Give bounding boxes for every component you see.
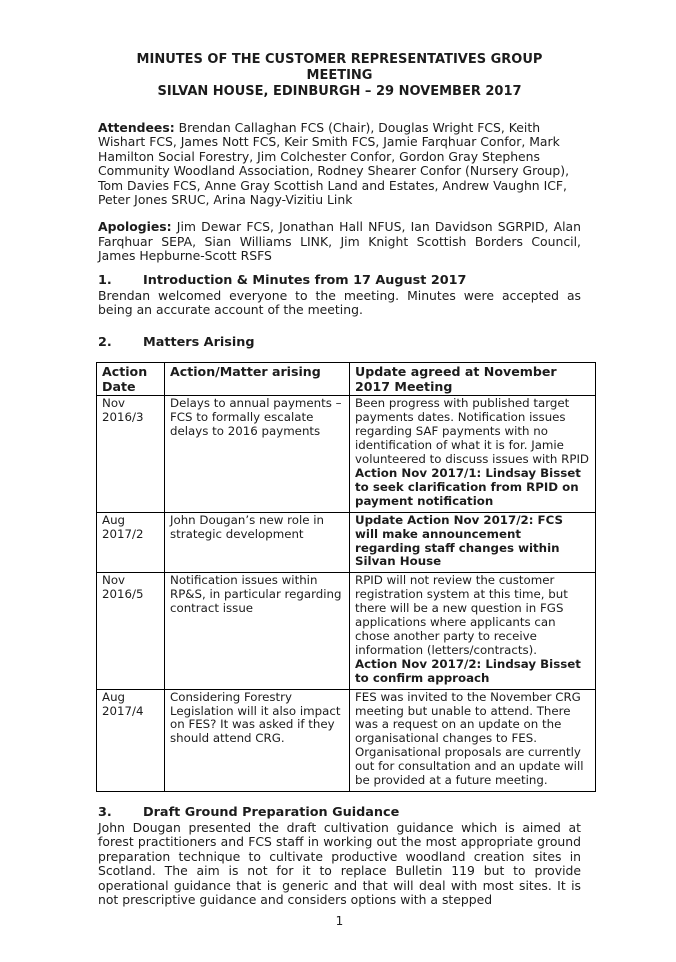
- section-1-body: Brendan welcomed everyone to the meeting. Minutes were accepted as being an accurate account of the meeting.: [98, 287, 581, 318]
- cell-action-date: Aug 2017/2: [97, 512, 165, 573]
- title-line-2: MEETING: [306, 68, 373, 83]
- update-action-bold: Action Nov 2017/2: Lindsay Bisset to confirm approach: [355, 656, 581, 685]
- apologies-paragraph: [98, 220, 581, 263]
- table-row: [97, 396, 596, 512]
- document-title: [98, 52, 581, 100]
- table-row: [97, 573, 596, 689]
- cell-action-matter: Delays to annual payments – FCS to formally escalate delays to 2016 payments: [165, 396, 350, 512]
- apologies-label: Apologies:: [98, 219, 172, 235]
- attendees-text: Brendan Callaghan FCS (Chair), Douglas Wright FCS, Keith Wishart FCS, James Nott FCS, Keir Smith FCS, Jamie Farqhuar Confor, Mark Hamilton Social Forestry, Jim Colchester Confor, Gordon Gray Stephens Community Woodland Association, Rodney Shearer Confor (Nursery Group), Tom Davies FCS, Anne Gray Scottish Land and Estates, Andrew Vaughn ICF, Peter Jones SRUC, Arina Nagy-Vizitiu Link: [98, 120, 570, 208]
- cell-action-matter: John Dougan’s new role in strategic development: [165, 512, 350, 573]
- update-action-bold: Update Action Nov 2017/2: FCS will make announcement regarding staff changes within Silvan House: [355, 512, 563, 569]
- update-action-bold: Action Nov 2017/1: Lindsay Bisset to seek clarification from RPID on payment notification: [355, 466, 581, 508]
- update-text: FES was invited to the November CRG meeting but unable to attend. There was a request on an update on the organisational changes to FES. Organisational proposals are currently out for consultation and an update will be provided at a future meeting.: [355, 689, 584, 788]
- section-2-title: Matters Arising: [143, 335, 255, 351]
- attendees-paragraph: [98, 121, 581, 207]
- cell-action-matter: Notification issues within RP&S, in particular regarding contract issue: [165, 573, 350, 689]
- apologies-text: Jim Dewar FCS, Jonathan Hall NFUS, Ian Davidson SGRPID, Alan Farqhuar SEPA, Sian Williams LINK, Jim Knight Scottish Borders Council, James Hepburne-Scott RSFS: [98, 219, 581, 264]
- cell-update: [350, 396, 596, 512]
- section-2-heading: [98, 335, 581, 350]
- cell-update: [350, 689, 596, 791]
- section-3-heading: [98, 805, 581, 820]
- update-text: Been progress with published target payments dates. Notification issues regarding SAF payments with no identification of what it is for. Jamie volunteered to discuss issues with RPID: [355, 396, 590, 467]
- title-line-1: MINUTES OF THE CUSTOMER REPRESENTATIVES GROUP: [136, 52, 543, 67]
- matters-arising-table: [96, 362, 596, 791]
- cell-action-matter: Considering Forestry Legislation will it also impact on FES? It was asked if they should attend CRG.: [165, 689, 350, 791]
- section-3-number: 3.: [98, 804, 112, 820]
- table-row: [97, 689, 596, 791]
- section-2-number: 2.: [98, 335, 112, 351]
- section-3-title: Draft Ground Preparation Guidance: [143, 804, 400, 820]
- attendees-label: Attendees:: [98, 120, 175, 135]
- page-number: 1: [335, 914, 344, 929]
- title-line-3: SILVAN HOUSE, EDINBURGH – 29 NOVEMBER 2017: [157, 84, 522, 99]
- header-action-date: Action Date: [97, 363, 165, 396]
- header-update: Update agreed at November 2017 Meeting: [350, 363, 596, 396]
- cell-action-date: Nov 2016/3: [97, 396, 165, 512]
- section-1-number: 1.: [98, 272, 112, 288]
- section-1-title: Introduction & Minutes from 17 August 2017: [143, 272, 467, 288]
- cell-update: [350, 573, 596, 689]
- table-header-row: [97, 363, 596, 396]
- update-text: RPID will not review the customer registration system at this time, but there will be a new question in FGS applications where applicants can chose another party to receive information (letters/contracts).: [355, 573, 568, 657]
- section-1-heading: [98, 273, 581, 288]
- header-action-matter: Action/Matter arising: [165, 363, 350, 396]
- table-row: [97, 512, 596, 573]
- section-3-body: John Dougan presented the draft cultivation guidance which is aimed at forest practitioners and FCS staff in working out the most appropriate ground preparation technique to cultivate productive woodland creation sites in Scotland. The aim is not for it to replace Bulletin 119 but to provide operational guidance that is generic and that will deal with most sites. It is not prescriptive guidance and considers options with a stepped: [98, 819, 581, 907]
- cell-action-date: Nov 2016/5: [97, 573, 165, 689]
- cell-update: [350, 512, 596, 573]
- cell-action-date: Aug 2017/4: [97, 689, 165, 791]
